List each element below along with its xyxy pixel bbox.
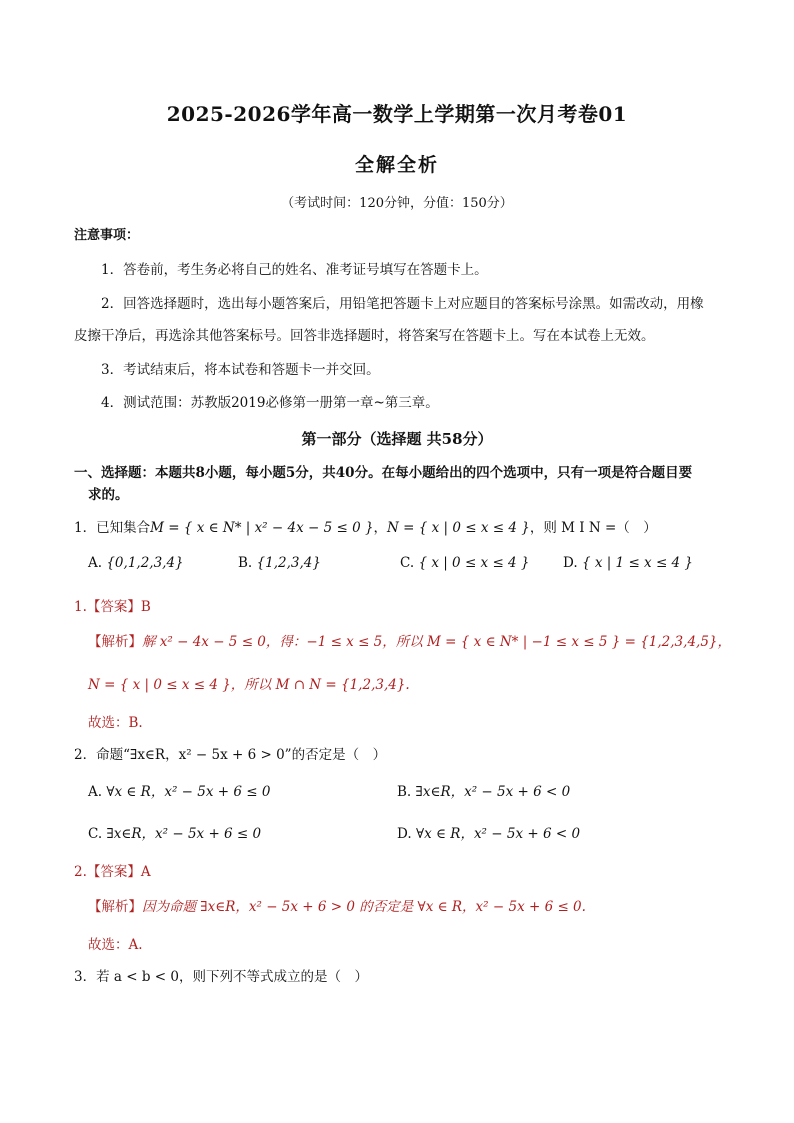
q1-prefix: 1．已知集合 [74, 520, 151, 536]
option-label: D. [397, 826, 412, 842]
q1-set-m: M = { x ∈ N* | x² − 4x − 5 ≤ 0 } [150, 520, 374, 536]
q2-option-d [397, 822, 580, 842]
option-label: D. [563, 555, 578, 571]
section-instructions: 一、选择题：本题共8小题，每小题5分，共40分。在每小题给出的四个选项中，只有一项是符合题目要 [74, 465, 693, 481]
q1-then: ，则 M I N =（ ） [529, 520, 657, 536]
notice-heading: 注意事项： [74, 228, 140, 243]
q1-answer: 1.【答案】B [74, 599, 151, 615]
section-title: 第一部分（选择题 共58分） [301, 430, 493, 448]
q1-option-a [88, 555, 184, 571]
question-2-stem: 2．命题“∃x∈R，x² − 5x + 6 > 0”的否定是（ ） [74, 747, 387, 763]
notice-item-1: 1．答卷前，考生务必将自己的姓名、准考证号填写在答题卡上。 [101, 262, 488, 278]
page-subtitle: 全解全析 [354, 154, 439, 176]
option-text: ∀x ∈ R，x² − 5x + 6 ≤ 0 [106, 784, 271, 800]
q1-conclusion: 故选：B. [88, 715, 143, 731]
q2-conclusion: 故选：A. [88, 937, 143, 953]
option-label: B. [397, 784, 412, 800]
option-label: C. [400, 555, 415, 571]
q1-option-d [563, 555, 693, 571]
option-text: ∃x∈R，x² − 5x + 6 ≤ 0 [106, 826, 262, 842]
notice-item-4: 4．测试范围：苏教版2019必修第一册第一章~第三章。 [101, 395, 439, 411]
option-label: B. [238, 555, 253, 571]
q1-set-n: N = { x | 0 ≤ x ≤ 4 } [387, 520, 530, 536]
exam-meta: （考试时间：120分钟，分值：150分） [281, 196, 513, 211]
page-title: 2025-2026学年高一数学上学期第一次月考卷01 [166, 102, 628, 126]
option-text: { x | 0 ≤ x ≤ 4 } [418, 555, 530, 571]
analysis-text: 因为命题 ∃x∈R，x² − 5x + 6 > 0 的否定是 ∀x ∈ R，x² − 5x + 6 ≤ 0. [142, 899, 586, 915]
analysis-tag: 【解析】 [88, 899, 142, 915]
q2-option-b [397, 780, 570, 800]
option-text: {0,1,2,3,4} [106, 555, 184, 571]
notice-item-2-cont: 皮擦干净后，再选涂其他答案标号。回答非选择题时，将答案写在答题卡上。写在本试卷上无效。 [74, 328, 655, 344]
option-text: {1,2,3,4} [256, 555, 321, 571]
q1-analysis-line-2: N = { x | 0 ≤ x ≤ 4 }，所以 M ∩ N = {1,2,3,4}. [88, 677, 410, 693]
section-instructions-cont: 求的。 [88, 487, 129, 503]
q1-option-c [400, 555, 530, 571]
option-label: A. [88, 555, 103, 571]
analysis-text: 解 x² − 4x − 5 ≤ 0，得：−1 ≤ x ≤ 5，所以 M = { x ∈ N* | −1 ≤ x ≤ 5 } = {1,2,3,4,5}， [142, 634, 731, 650]
q2-answer: 2.【答案】A [74, 864, 151, 880]
q2-option-a [88, 780, 270, 800]
option-label: A. [88, 784, 103, 800]
question-3-stem: 3．若 a < b < 0，则下列不等式成立的是（ ） [74, 969, 368, 985]
q2-analysis-line-1 [88, 895, 586, 915]
q1-comma: ， [373, 520, 388, 536]
q1-option-b [238, 555, 321, 571]
notice-item-2: 2．回答选择题时，选出每小题答案后，用铅笔把答题卡上对应题目的答案标号涂黑。如需改动，用橡 [101, 296, 704, 312]
option-text: ∃x∈R，x² − 5x + 6 < 0 [415, 784, 571, 800]
notice-item-3: 3．考试结束后，将本试卷和答题卡一并交回。 [101, 362, 380, 378]
option-label: C. [88, 826, 103, 842]
q2-option-c [88, 822, 261, 842]
q1-analysis-line-1 [88, 630, 731, 650]
option-text: ∀x ∈ R，x² − 5x + 6 < 0 [415, 826, 581, 842]
question-1-stem [74, 516, 657, 536]
analysis-tag: 【解析】 [88, 634, 142, 650]
option-text: { x | 1 ≤ x ≤ 4 } [581, 555, 694, 571]
